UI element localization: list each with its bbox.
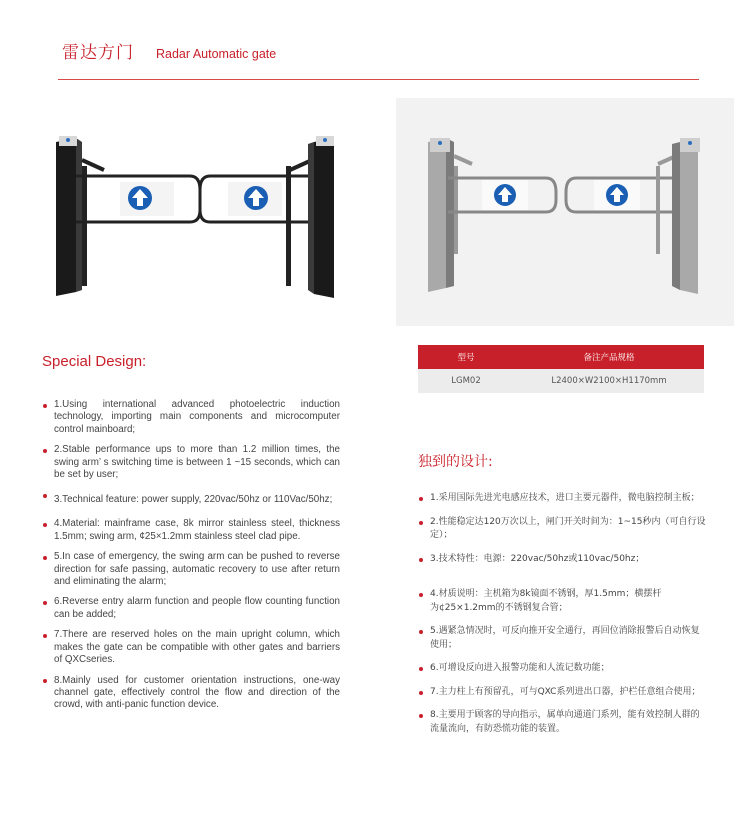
- list-item: 4.材质说明：主机箱为8k镜面不锈钢，厚1.5mm；横摆杆为¢25×1.2mm的不锈钢复合管；: [418, 588, 708, 615]
- list-item: 3.技术特性：电源：220vac/50hz或110vac/50hz；: [418, 553, 708, 567]
- list-item: 2.性能稳定达120万次以上，闸门开关时间为：1~15秒内（可自行设定）；: [418, 516, 708, 543]
- list-item: 5.In case of emergency, the swing arm can be pushed to reverse direction for safe passing, automatic recovery to use after return and eliminating the alarm;: [42, 551, 340, 588]
- special-design-list-cn: [418, 492, 708, 736]
- table-header-model: 型号: [418, 345, 514, 369]
- list-item: 4.Material: mainframe case, 8k mirror stainless steel, thickness 1.5mm; swing arm, ¢25×1.2mm stainless steel clad pipe.: [42, 518, 340, 543]
- list-item: 8.Mainly used for customer orientation instructions, one-way channel gate, effectively control the flow and direction of the crowd, with anti-panic function device.: [42, 675, 340, 712]
- black-gate-illustration: [42, 110, 352, 320]
- list-item: 3.Technical feature: power supply, 220vac/50hz or 110Vac/50hz;: [42, 489, 340, 510]
- title-english: Radar Automatic gate: [156, 47, 277, 61]
- black-gate-photo: [42, 110, 352, 320]
- table-header-spec: 备注产品规格: [514, 345, 704, 369]
- stainless-gate-illustration: [396, 98, 734, 326]
- list-item: 5.遇紧急情况时，可反向推开安全通行，再回位消除报警后自动恢复使用；: [418, 625, 708, 652]
- special-design-list: [42, 399, 340, 712]
- list-item: 2.Stable performance ups to more than 1.2 million times, the swing arm’ s switching time is between 1 ~15 seconds, which can be set by user;: [42, 444, 340, 481]
- list-item: 6.可增设反向进入报警功能和人流记数功能；: [418, 662, 708, 676]
- stainless-gate-photo: [396, 98, 734, 326]
- header-divider: [58, 79, 699, 80]
- list-item: 6.Reverse entry alarm function and people flow counting function can be added;: [42, 596, 340, 621]
- list-item: 7.There are reserved holes on the main upright column, which makes the gate can be compatible with other gates and barriers of QXCseries.: [42, 629, 340, 666]
- table-cell-spec: L2400×W2100×H1170mm: [514, 369, 704, 393]
- spec-table: [418, 345, 704, 393]
- table-row: [418, 369, 704, 393]
- table-cell-model: LGM02: [418, 369, 514, 393]
- list-item: 1.Using international advanced photoelectric induction technology, importing main components and microcomputer control mainboard;: [42, 399, 340, 436]
- list-item: 1.采用国际先进光电感应技术，进口主要元器件，微电脑控制主板；: [418, 492, 708, 506]
- list-item: 8.主要用于顾客的导向指示，属单向通道门系列，能有效控制人群的流量流向，有防恐慌功能的装置。: [418, 709, 708, 736]
- special-design-title-cn: 独到的设计:: [418, 454, 493, 470]
- list-item: 7.主力柱上有预留孔，可与QXC系列进出口器，护栏任意组合使用；: [418, 686, 708, 700]
- page-header: [62, 38, 277, 63]
- table-header-row: [418, 345, 704, 369]
- special-design-title: Special Design:: [42, 353, 147, 370]
- title-chinese: 雷达方门: [62, 43, 134, 63]
